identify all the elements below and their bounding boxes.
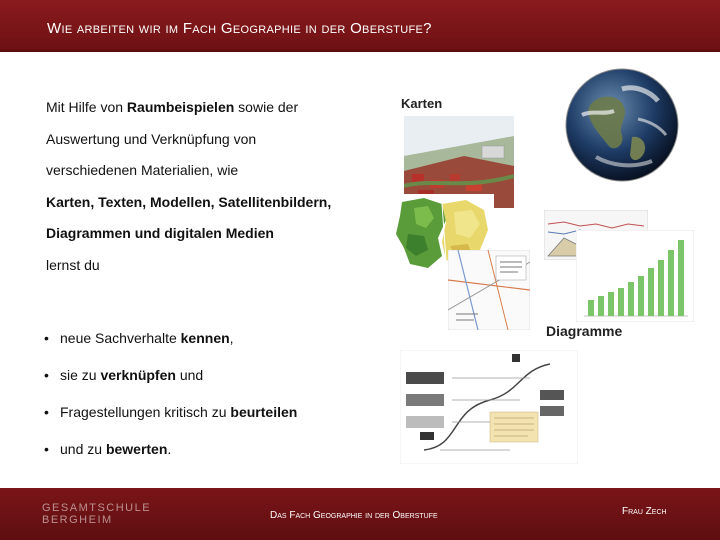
school-logo <box>42 502 151 526</box>
slide-title: Wie arbeiten wir im Fach Geographie in der Oberstufe? <box>47 20 432 37</box>
intro-line-4: Karten, Texten, Modellen, Satellitenbildern, <box>46 193 332 210</box>
intro-line-1 <box>46 92 376 124</box>
school-logo-line-1: GESAMTSCHULE <box>42 502 152 514</box>
intro-line-2: Auswertung und Verknüpfung von <box>46 130 257 147</box>
header-bar <box>0 0 720 52</box>
charts-label: Diagramme <box>546 323 623 339</box>
goal-list <box>44 320 384 468</box>
intro-line-5: Diagrammen und digitalen Medien <box>46 225 274 241</box>
goal-item: • und zu bewerten. <box>44 431 384 468</box>
earth-globe-image <box>562 65 682 185</box>
footer-teacher: Frau Zech <box>622 506 667 517</box>
bar-chart-image <box>576 230 694 322</box>
intro-line-1-pre: Mit Hilfe von <box>46 99 127 115</box>
goal-item: • neue Sachverhalte kennen, <box>44 320 384 357</box>
school-logo-line-2: BERGHEIM <box>42 514 113 526</box>
process-model-image <box>400 350 578 464</box>
maps-label: Karten <box>401 96 443 111</box>
intro-line-1-post: sowie der <box>234 99 299 115</box>
goal-item: • sie zu verknüpfen und <box>44 357 384 394</box>
intro-text <box>46 92 376 281</box>
schematic-map-image <box>448 250 530 330</box>
goal-item: • Fragestellungen kritisch zu beurteilen <box>44 394 384 431</box>
footer-bar <box>0 488 720 540</box>
intro-line-3: verschiedenen Materialien, wie <box>46 162 239 178</box>
intro-line-1-bold: Raumbeispielen <box>126 99 235 115</box>
footer-subject: Das Fach Geographie in der Oberstufe <box>270 510 438 521</box>
intro-line-6: lernst du <box>46 256 100 273</box>
